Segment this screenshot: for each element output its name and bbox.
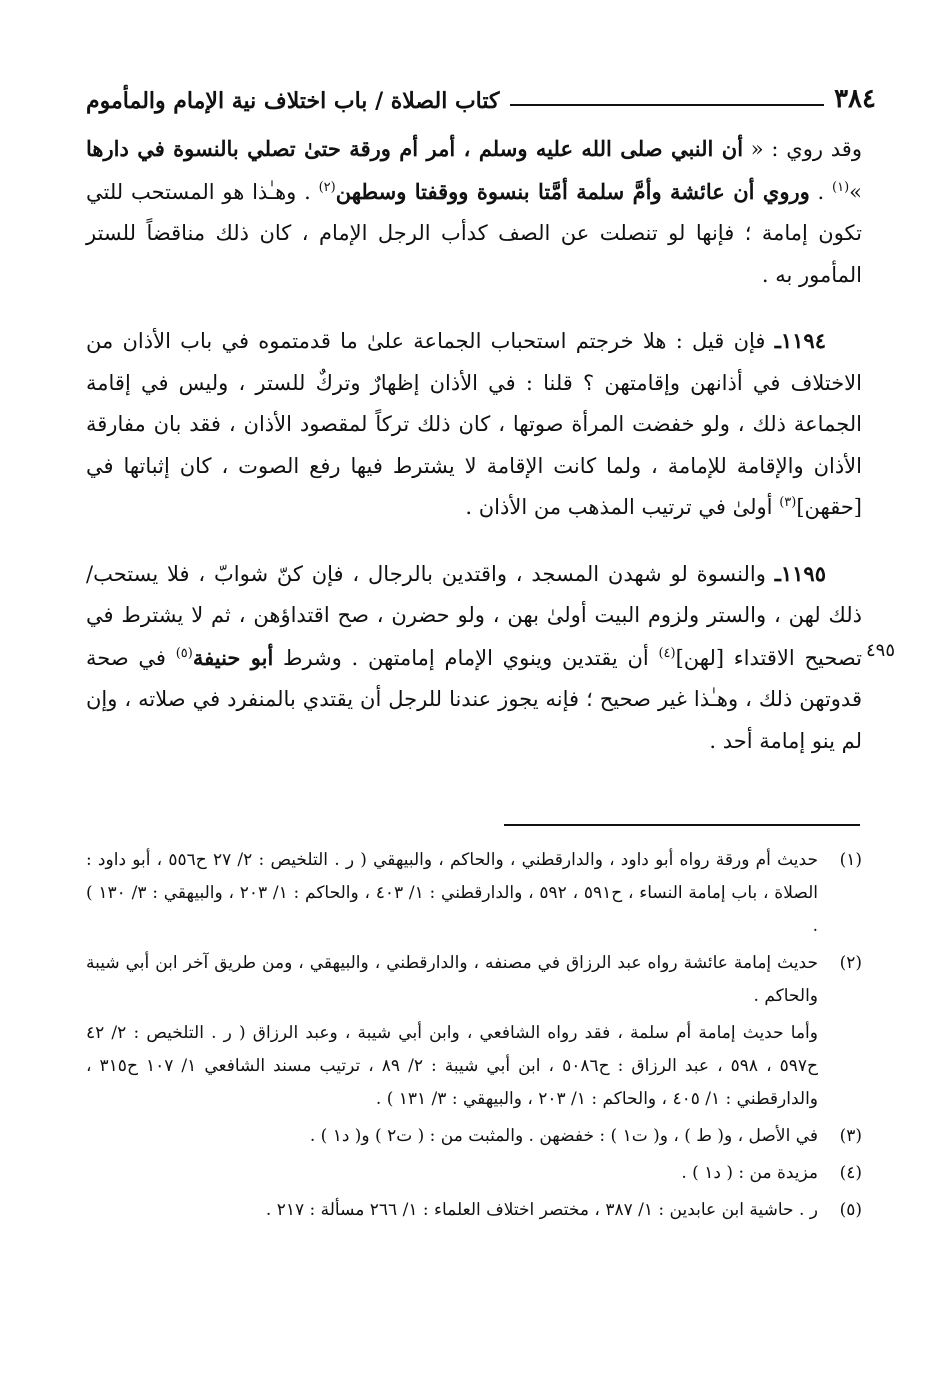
manuscript-folio-marker: ٤٩٥ xyxy=(866,640,896,661)
footnote-4 xyxy=(86,1157,862,1190)
footnote-1 xyxy=(86,844,862,943)
main-text xyxy=(86,128,862,786)
hadith-quote: وروي أن عائشة وأمَّ سلمة أمَّتا بنسوة ووقفتا وسطهن xyxy=(335,178,810,204)
paragraph-1194 xyxy=(86,320,862,529)
footnote-number: (٢) xyxy=(839,953,862,973)
footnote-ref-4[interactable]: (٤) xyxy=(658,645,676,661)
paragraph-1 xyxy=(86,128,862,296)
hadith-quote: أن النبي صلى الله عليه وسلم ، أمر أم ورقة حتىٰ تصلي بالنسوة في دارها xyxy=(86,136,744,161)
text-run: أولىٰ في ترتيب المذهب من الأذان . xyxy=(465,495,780,519)
footnote-ref-1[interactable]: (١) xyxy=(832,179,850,195)
footnote-2 xyxy=(86,947,862,1013)
footnote-text: حديث أم ورقة رواه أبو داود ، والدارقطني ، والحاكم ، والبيهقي ( ر . التلخيص : ٢/ ٢٧ ح٥٥٦ ، أبو داود : الصلاة ، باب إمامة النساء ، ح٥٩١ ، ٥٩٢ ، والدارقطني : ١/ ٤٠٣ ، والحاكم : ١/ ٢٠٣ ، والبيهقي : ٣/ ١٣٠ ) . xyxy=(86,850,818,936)
text-run: أن يقتدين وينوي الإمام إمامتهن . وشرط xyxy=(273,645,659,670)
page-number: ٣٨٤ xyxy=(834,84,876,114)
footnote-text: في الأصل ، و( ط ) ، و( ت١ ) : خفضهن . والمثبت من : ( ت٢ ) و( د١ ) . xyxy=(309,1126,818,1146)
footnote-5 xyxy=(86,1194,862,1227)
footnote-ref-2[interactable]: (٢) xyxy=(318,179,336,195)
text-run: . وهـٰذا هو المستحب للتي تكون إمامة ؛ فإنها لو تنصلت عن الصف كدأب الرجل الإمام ، كان ذلك مناقضاً للستر المأمور به . xyxy=(86,179,862,287)
text-run: وقد روي : « xyxy=(743,137,862,161)
text-run: » xyxy=(849,179,863,204)
header-rule xyxy=(510,104,825,106)
paragraph-number: ١١٩٤ـ xyxy=(774,328,826,353)
text-run: في صحة قدوتهن ذلك ، وهـٰذا غير صحيح ؛ فإنه يجوز عندنا للرجل أن يقتدي بالمنفرد في صلاته ، وإن لم ينو إمامة أحد . xyxy=(86,645,862,753)
footnote-number: (٣) xyxy=(839,1126,862,1146)
page-header xyxy=(86,78,876,116)
footnote-ref-5[interactable]: (٥) xyxy=(175,645,193,661)
paragraph-number: ١١٩٥ـ xyxy=(774,560,826,586)
footnote-number: (٥) xyxy=(839,1200,862,1220)
footnote-number: (٤) xyxy=(839,1163,862,1183)
footnote-number: (١) xyxy=(839,850,862,870)
footnotes xyxy=(86,844,862,1231)
footnote-text: حديث إمامة عائشة رواه عبد الرزاق في مصنفه ، والدارقطني ، والبيهقي ، ومن طريق آخر ابن أبي شيبة والحاكم . xyxy=(86,953,818,1006)
footnote-3 xyxy=(86,1120,862,1153)
text-run: . xyxy=(809,179,833,204)
text-run: فإن قيل : هلا خرجتم استحباب الجماعة علىٰ ما قدمتموه في باب الأذان من الاختلاف في أذانهن وإقامتهن ؟ قلنا : في الأذان إظهارٌ وتركٌ للستر ، وليس في إقامة الجماعة ذلك ، ولو خفضت المرأة صوتها ، كان ذلك تركاً لمقصود الأذان ، فقد بان مفارقة الأذان والإقامة للإمامة ، ولما كانت الإقامة لا يشترط فيها رفع الصوت ، كان إثباتها في [حقهن] xyxy=(86,329,862,519)
paragraph-1195 xyxy=(86,553,862,763)
footnote-ref-3[interactable]: (٣) xyxy=(779,495,797,510)
footnote-2-continuation: وأما حديث إمامة أم سلمة ، فقد رواه الشافعي ، وابن أبي شيبة ، وعبد الرزاق ( ر . التلخيص : ٢/ ٤٢ ح٥٩٧ ، ٥٩٨ ، عبد الرزاق : ح٥٠٨٦ ، ابن أبي شيبة : ٢/ ٨٩ ، ترتيب مسند الشافعي ١/ ١٠٧ ح٣١٥ ، والدارقطني : ١/ ٤٠٥ ، والحاكم : ١/ ٢٠٣ ، والبيهقي : ٣/ ١٣١ ) . xyxy=(86,1023,819,1109)
footnote-text: مزيدة من : ( د١ ) . xyxy=(681,1163,818,1183)
running-title: كتاب الصلاة / باب اختلاف نية الإمام والمأموم xyxy=(86,88,500,114)
footnote-separator xyxy=(504,824,860,826)
footnote-text: ر . حاشية ابن عابدين : ١/ ٣٨٧ ، مختصر اختلاف العلماء : ١/ ٢٦٦ مسألة : ٢١٧ . xyxy=(265,1200,818,1220)
cited-name: أبو حنيفة xyxy=(192,644,274,670)
text-run: والنسوة لو شهدن المسجد ، واقتدين بالرجال ، فإن كنّ شوابّ ، فلا يستحب/ ذلك لهن ، والستر ولزوم البيت أولىٰ بهن ، ولو حضرن ، صح اقتداؤهن ، ثم لا يشترط في تصحيح الاقتداء [لهن] xyxy=(86,561,862,670)
